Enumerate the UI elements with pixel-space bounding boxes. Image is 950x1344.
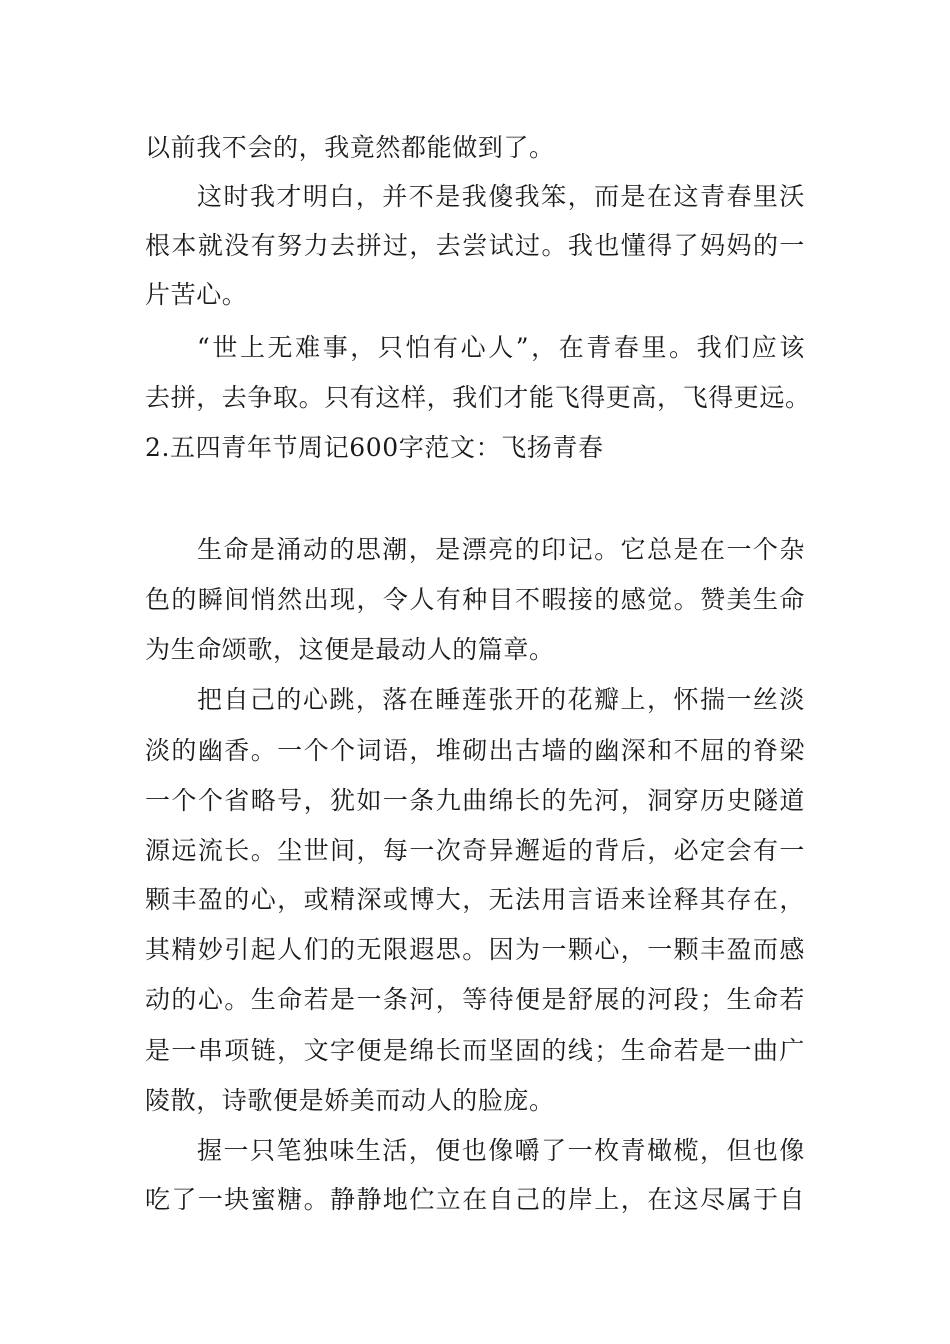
text-line: 一个个省略号，犹如一条九曲绵长的先河，洞穿历史隧道 xyxy=(145,786,805,815)
text-line: 其精妙引起人们的无限遐思。因为一颗心，一颗丰盈而感 xyxy=(145,935,805,964)
text-line: 动的心。生命若是一条河，等待便是舒展的河段；生命若 xyxy=(145,985,805,1014)
text-line: 根本就没有努力去拼过，去尝试过。我也懂得了妈妈的一 xyxy=(145,231,805,260)
text-line: 片苦心。 xyxy=(145,280,248,309)
text-line: 色的瞬间悄然出现，令人有种目不暇接的感觉。赞美生命 xyxy=(145,585,805,614)
paragraph-first-line: 把自己的心跳，落在睡莲张开的花瓣上，怀揣一丝淡 xyxy=(197,685,805,714)
text-line: 颗丰盈的心，或精深或博大，无法用言语来诠释其存在， xyxy=(145,885,805,914)
paragraph-first-line: “世上无难事，只怕有心人”，在青春里。我们应该 xyxy=(197,333,805,362)
text-line: 吃了一块蜜糖。静静地伫立在自己的岸上，在这尽属于自 xyxy=(145,1185,805,1214)
text-line: 为生命颂歌，这便是最动人的篇章。 xyxy=(145,635,555,664)
paragraph-first-line: 生命是涌动的思潮，是漂亮的印记。它总是在一个杂 xyxy=(197,535,805,564)
text-line: 是一串项链，文字便是绵长而坚固的线；生命若是一曲广 xyxy=(145,1036,805,1065)
text-line: 淡的幽香。一个个词语，堆砌出古墙的幽深和不屈的脊梁 xyxy=(145,736,805,765)
text-line: 以前我不会的，我竟然都能做到了。 xyxy=(145,133,555,162)
paragraph-first-line: 握一只笔独味生活，便也像嚼了一枚青橄榄，但也像 xyxy=(197,1136,805,1165)
section-heading: 2.五四青年节周记600字范文：飞扬青春 xyxy=(145,433,604,462)
text-line: 陵散，诗歌便是娇美而动人的脸庞。 xyxy=(145,1086,555,1115)
paragraph-first-line: 这时我才明白，并不是我傻我笨，而是在这青春里沃 xyxy=(197,182,805,211)
text-line: 源远流长。尘世间，每一次奇异邂逅的背后，必定会有一 xyxy=(145,836,805,865)
text-line: 去拼，去争取。只有这样，我们才能飞得更高，飞得更远。 xyxy=(145,383,811,412)
